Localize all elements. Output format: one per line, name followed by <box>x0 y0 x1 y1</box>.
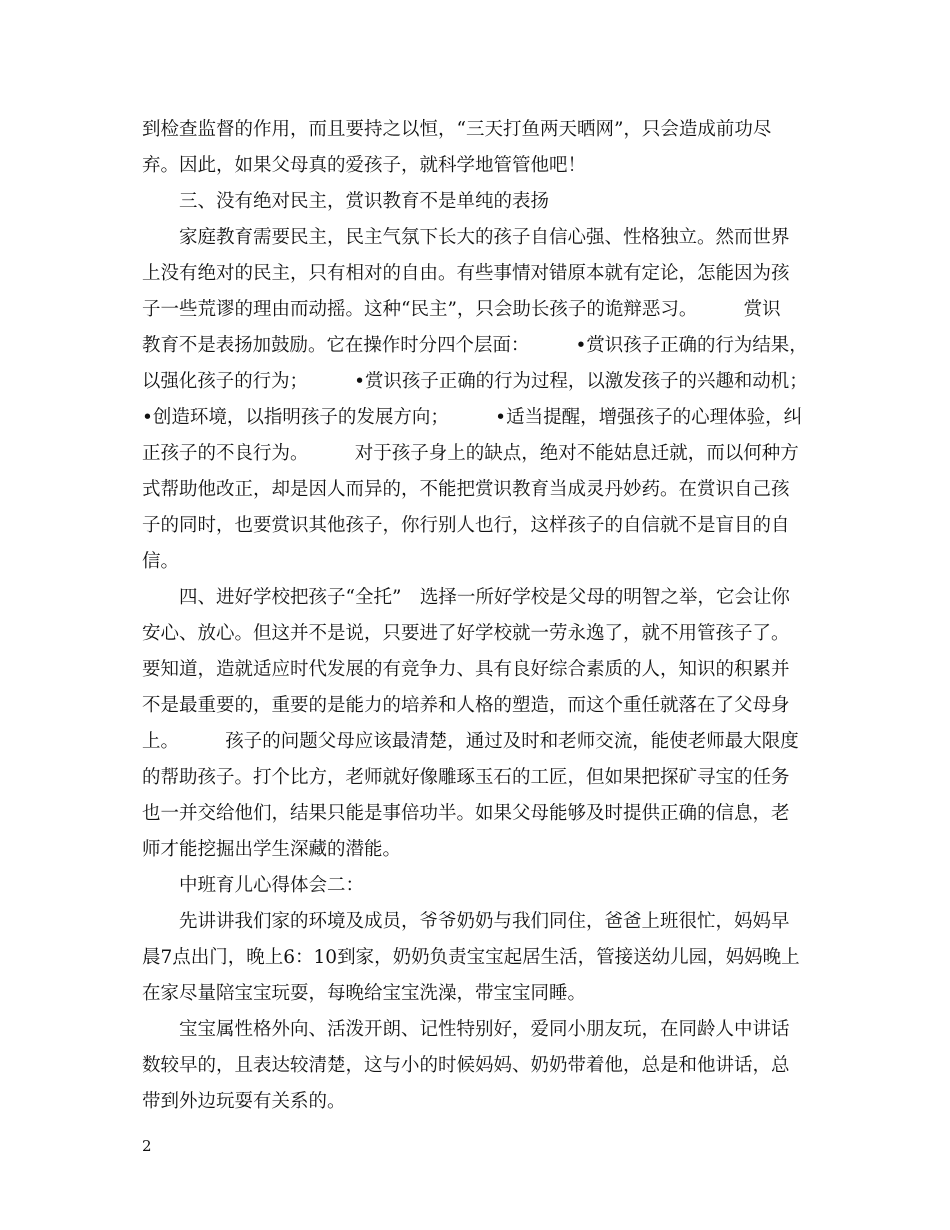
text-line: 信。 <box>142 551 180 572</box>
text-line: 上没有绝对的民主，只有相对的自由。有些事情对错原本就有定论，怎能因为孩 <box>142 263 790 284</box>
text-line: •创造环境，以指明孩子的发展方向； •适当提醒，增强孩子的心理体验，纠 <box>142 407 803 428</box>
text-line: 子一些荒谬的理由而动摇。这种“民主”，只会助长孩子的诡辩恶习。 赏识 <box>142 299 781 320</box>
text-line: 安心、放心。但这并不是说，只要进了好学校就一劳永逸了，就不用管孩子了。 <box>142 623 790 644</box>
text-line: 上。 孩子的问题父母应该最清楚，通过及时和老师交流，能使老师最大限度 <box>142 731 799 752</box>
text-line: 式帮助他改正，却是因人而异的，不能把赏识教育当成灵丹妙药。在赏识自己孩 <box>142 479 790 500</box>
text-line: 到检查监督的作用，而且要持之以恒，“三天打鱼两天晒网”，只会造成前功尽 <box>142 119 772 140</box>
text-line: 带到外边玩耍有关系的。 <box>142 1091 346 1112</box>
text-line: 先讲讲我们家的环境及成员，爷爷奶奶与我们同住，爸爸上班很忙，妈妈早 <box>142 911 790 932</box>
text-line: 教育不是表扬加鼓励。它在操作时分四个层面： •赏识孩子正确的行为结果， <box>142 335 808 356</box>
text-line: 要知道，造就适应时代发展的有竞争力、具有良好综合素质的人，知识的积累并 <box>142 659 790 680</box>
text-line: 师才能挖掘出学生深藏的潜能。 <box>142 839 402 860</box>
text-line: 中班育儿心得体会二： <box>142 875 365 896</box>
text-line: 四、进好学校把孩子“全托” 选择一所好学校是父母的明智之举，它会让你 <box>142 587 790 608</box>
text-line: 弃。因此，如果父母真的爱孩子，就科学地管管他吧！ <box>142 155 587 176</box>
text-line: 正孩子的不良行为。 对于孩子身上的缺点，绝对不能姑息迁就，而以何种方 <box>142 443 799 464</box>
text-line: 也一并交给他们，结果只能是事倍功半。如果父母能够及时提供正确的信息，老 <box>142 803 790 824</box>
text-line: 晨7点出门，晚上6：10到家，奶奶负责宝宝起居生活，管接送幼儿园，妈妈晚上 <box>142 947 800 968</box>
text-line: 在家尽量陪宝宝玩耍，每晚给宝宝洗澡，带宝宝同睡。 <box>142 983 587 1004</box>
text-line: 数较早的，且表达较清楚，这与小的时候妈妈、奶奶带着他，总是和他讲话，总 <box>142 1055 790 1076</box>
text-line: 三、没有绝对民主，赏识教育不是单纯的表扬 <box>142 191 550 212</box>
text-line: 家庭教育需要民主，民主气氛下长大的孩子自信心强、性格独立。然而世界 <box>142 227 790 248</box>
text-line: 不是最重要的，重要的是能力的培养和人格的塑造，而这个重任就落在了父母身 <box>142 695 790 716</box>
text-line: 的帮助孩子。打个比方，老师就好像雕琢玉石的工匠，但如果把探矿寻宝的任务 <box>142 767 790 788</box>
page-number: 2 <box>142 1137 152 1155</box>
text-line: 以强化孩子的行为； •赏识孩子正确的行为过程，以激发孩子的兴趣和动机； <box>142 371 808 392</box>
text-line: 子的同时，也要赏识其他孩子，你行别人也行，这样孩子的自信就不是盲目的自 <box>142 515 790 536</box>
text-line: 宝宝属性格外向、活泼开朗、记性特别好，爱同小朋友玩，在同龄人中讲话 <box>142 1019 790 1040</box>
